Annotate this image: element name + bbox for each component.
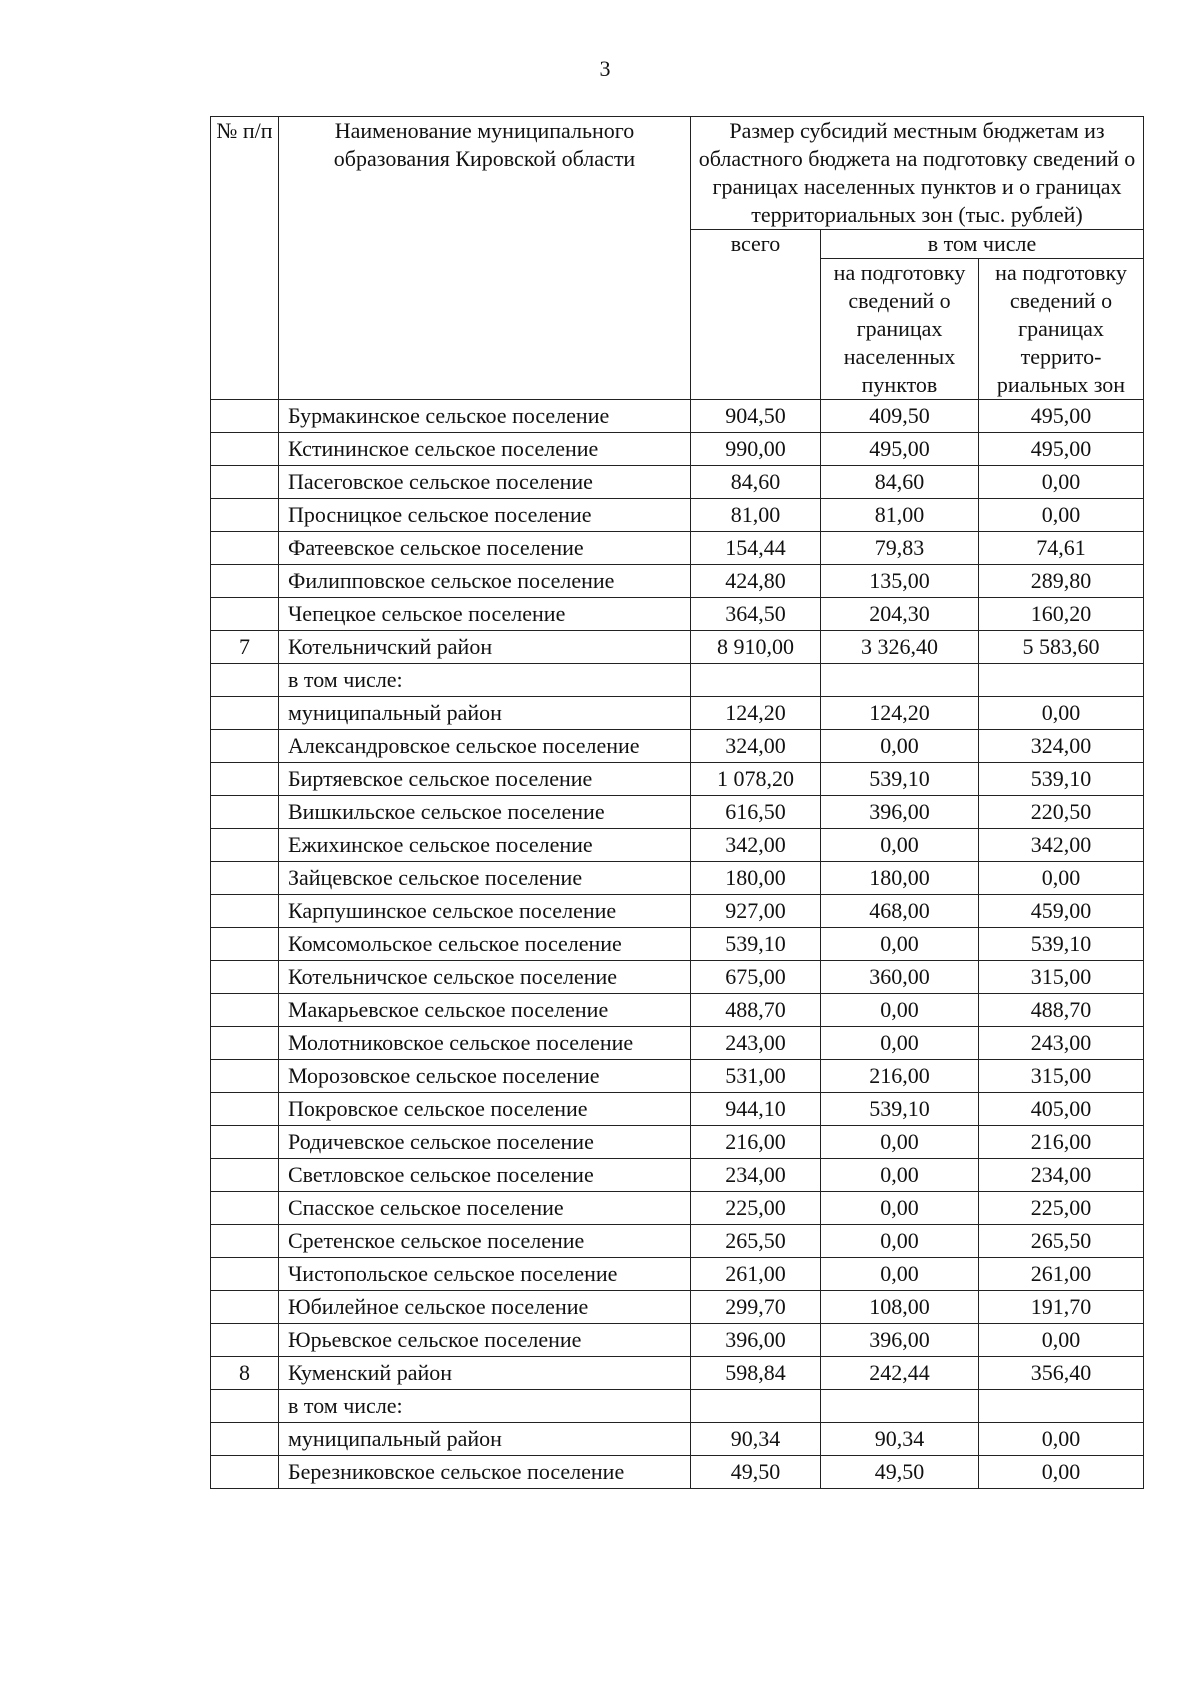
row-total: 990,00 <box>691 433 821 466</box>
table-row <box>211 433 1144 466</box>
row-number <box>211 1390 279 1423</box>
table-row <box>211 862 1144 895</box>
row-number <box>211 697 279 730</box>
row-total: 342,00 <box>691 829 821 862</box>
row-name: Биртяевское сельское поселение <box>279 763 691 796</box>
row-total: 299,70 <box>691 1291 821 1324</box>
row-number <box>211 1456 279 1489</box>
row-zones: 234,00 <box>979 1159 1144 1192</box>
row-total: 234,00 <box>691 1159 821 1192</box>
row-name: Просницкое сельское поселение <box>279 499 691 532</box>
table-header <box>211 117 1144 400</box>
header-including: в том числе <box>821 230 1144 259</box>
table-row <box>211 1357 1144 1390</box>
row-settlements: 0,00 <box>821 1258 979 1291</box>
row-settlements <box>821 664 979 697</box>
header-settlements: на подготовку сведений о границах населенных пунктов <box>821 259 979 400</box>
row-settlements: 180,00 <box>821 862 979 895</box>
header-number: № п/п <box>211 117 279 400</box>
subsidies-table <box>210 116 1144 1489</box>
table-row <box>211 961 1144 994</box>
table-row <box>211 565 1144 598</box>
row-zones: 539,10 <box>979 928 1144 961</box>
row-name: Комсомольское сельское поселение <box>279 928 691 961</box>
row-zones: 0,00 <box>979 466 1144 499</box>
row-total: 531,00 <box>691 1060 821 1093</box>
row-name: Чистопольское сельское поселение <box>279 1258 691 1291</box>
row-name: Родичевское сельское поселение <box>279 1126 691 1159</box>
page-number: 3 <box>599 56 611 81</box>
row-number <box>211 1060 279 1093</box>
row-number: 7 <box>211 631 279 664</box>
row-number <box>211 961 279 994</box>
row-number: 8 <box>211 1357 279 1390</box>
row-total: 124,20 <box>691 697 821 730</box>
row-total: 243,00 <box>691 1027 821 1060</box>
row-total: 396,00 <box>691 1324 821 1357</box>
row-total: 616,50 <box>691 796 821 829</box>
row-total: 324,00 <box>691 730 821 763</box>
row-total: 944,10 <box>691 1093 821 1126</box>
row-name: Вишкильское сельское поселение <box>279 796 691 829</box>
table-row <box>211 763 1144 796</box>
row-number <box>211 796 279 829</box>
row-number <box>211 895 279 928</box>
row-total: 84,60 <box>691 466 821 499</box>
row-zones: 74,61 <box>979 532 1144 565</box>
row-total: 8 910,00 <box>691 631 821 664</box>
row-settlements: 539,10 <box>821 763 979 796</box>
row-settlements: 495,00 <box>821 433 979 466</box>
row-name: Бурмакинское сельское поселение <box>279 400 691 433</box>
row-total: 216,00 <box>691 1126 821 1159</box>
row-zones: 191,70 <box>979 1291 1144 1324</box>
table-row <box>211 1225 1144 1258</box>
row-name: Котельничское сельское поселение <box>279 961 691 994</box>
table-row <box>211 928 1144 961</box>
row-number <box>211 829 279 862</box>
row-settlements: 396,00 <box>821 796 979 829</box>
header-subsidy-size: Размер субсидий местным бюджетам из областного бюджета на подготовку сведений о границах населенных пунктов и о границах территориальных зон (тыс. рублей) <box>691 117 1144 230</box>
row-name: Карпушинское сельское поселение <box>279 895 691 928</box>
row-name: Светловское сельское поселение <box>279 1159 691 1192</box>
row-total: 90,34 <box>691 1423 821 1456</box>
table-row <box>211 1126 1144 1159</box>
row-total: 364,50 <box>691 598 821 631</box>
table-row <box>211 598 1144 631</box>
row-number <box>211 1225 279 1258</box>
table-row <box>211 532 1144 565</box>
row-total <box>691 664 821 697</box>
row-settlements: 135,00 <box>821 565 979 598</box>
row-zones: 216,00 <box>979 1126 1144 1159</box>
row-name: Юбилейное сельское поселение <box>279 1291 691 1324</box>
table-row <box>211 730 1144 763</box>
table-row <box>211 697 1144 730</box>
row-settlements: 360,00 <box>821 961 979 994</box>
row-zones: 315,00 <box>979 961 1144 994</box>
row-number <box>211 1192 279 1225</box>
row-zones: 0,00 <box>979 697 1144 730</box>
row-name: Чепецкое сельское поселение <box>279 598 691 631</box>
header-municipality: Наименование муниципального образования Кировской области <box>279 117 691 400</box>
row-number <box>211 532 279 565</box>
row-number <box>211 1159 279 1192</box>
row-settlements: 0,00 <box>821 994 979 1027</box>
row-total: 539,10 <box>691 928 821 961</box>
row-settlements: 0,00 <box>821 730 979 763</box>
row-name: Котельничский район <box>279 631 691 664</box>
row-zones: 261,00 <box>979 1258 1144 1291</box>
row-name: Сретенское сельское поселение <box>279 1225 691 1258</box>
table-row <box>211 400 1144 433</box>
row-settlements: 539,10 <box>821 1093 979 1126</box>
row-number <box>211 763 279 796</box>
row-total: 49,50 <box>691 1456 821 1489</box>
row-number <box>211 1093 279 1126</box>
row-zones: 160,20 <box>979 598 1144 631</box>
row-total: 598,84 <box>691 1357 821 1390</box>
row-number <box>211 1291 279 1324</box>
row-name: Морозовское сельское поселение <box>279 1060 691 1093</box>
row-number <box>211 1423 279 1456</box>
table-row <box>211 1060 1144 1093</box>
row-settlements: 0,00 <box>821 1027 979 1060</box>
table-row <box>211 1159 1144 1192</box>
row-number <box>211 862 279 895</box>
row-number <box>211 466 279 499</box>
table-row <box>211 994 1144 1027</box>
row-settlements: 409,50 <box>821 400 979 433</box>
row-settlements: 124,20 <box>821 697 979 730</box>
table-body <box>211 400 1144 1489</box>
header-zones: на подготовку сведений о границах террито-риальных зон <box>979 259 1144 400</box>
row-settlements: 0,00 <box>821 1225 979 1258</box>
row-settlements: 0,00 <box>821 928 979 961</box>
row-number <box>211 994 279 1027</box>
row-zones: 356,40 <box>979 1357 1144 1390</box>
row-name: Куменский район <box>279 1357 691 1390</box>
row-zones: 289,80 <box>979 565 1144 598</box>
row-number <box>211 598 279 631</box>
row-zones: 5 583,60 <box>979 631 1144 664</box>
row-settlements: 0,00 <box>821 829 979 862</box>
table-row <box>211 466 1144 499</box>
table-row <box>211 1291 1144 1324</box>
row-name: Спасское сельское поселение <box>279 1192 691 1225</box>
row-name: Фатеевское сельское поселение <box>279 532 691 565</box>
row-number <box>211 400 279 433</box>
table-row <box>211 796 1144 829</box>
row-zones <box>979 1390 1144 1423</box>
row-zones: 495,00 <box>979 400 1144 433</box>
row-zones: 0,00 <box>979 1456 1144 1489</box>
row-zones: 225,00 <box>979 1192 1144 1225</box>
row-zones: 0,00 <box>979 499 1144 532</box>
row-total: 488,70 <box>691 994 821 1027</box>
row-name: Александровское сельское поселение <box>279 730 691 763</box>
row-zones: 342,00 <box>979 829 1144 862</box>
table-row <box>211 829 1144 862</box>
row-zones: 539,10 <box>979 763 1144 796</box>
row-name: Молотниковское сельское поселение <box>279 1027 691 1060</box>
table-row <box>211 1258 1144 1291</box>
row-settlements: 0,00 <box>821 1192 979 1225</box>
row-name: муниципальный район <box>279 1423 691 1456</box>
row-zones: 220,50 <box>979 796 1144 829</box>
row-settlements: 84,60 <box>821 466 979 499</box>
row-total: 904,50 <box>691 400 821 433</box>
table-row <box>211 1423 1144 1456</box>
table-row <box>211 1093 1144 1126</box>
row-number <box>211 1324 279 1357</box>
row-zones: 488,70 <box>979 994 1144 1027</box>
row-number <box>211 1126 279 1159</box>
table-row <box>211 664 1144 697</box>
row-name: Березниковское сельское поселение <box>279 1456 691 1489</box>
row-settlements: 0,00 <box>821 1126 979 1159</box>
table-row <box>211 1027 1144 1060</box>
row-zones: 243,00 <box>979 1027 1144 1060</box>
row-settlements: 90,34 <box>821 1423 979 1456</box>
row-settlements: 3 326,40 <box>821 631 979 664</box>
table-row <box>211 631 1144 664</box>
table-row <box>211 895 1144 928</box>
row-total: 927,00 <box>691 895 821 928</box>
row-settlements: 468,00 <box>821 895 979 928</box>
row-name: Кстининское сельское поселение <box>279 433 691 466</box>
row-total <box>691 1390 821 1423</box>
row-settlements: 0,00 <box>821 1159 979 1192</box>
table-row <box>211 1192 1144 1225</box>
row-total: 424,80 <box>691 565 821 598</box>
row-name: Юрьевское сельское поселение <box>279 1324 691 1357</box>
row-total: 180,00 <box>691 862 821 895</box>
row-number <box>211 1027 279 1060</box>
row-name: Зайцевское сельское поселение <box>279 862 691 895</box>
row-name: Филипповское сельское поселение <box>279 565 691 598</box>
row-number <box>211 928 279 961</box>
row-settlements: 108,00 <box>821 1291 979 1324</box>
row-settlements: 216,00 <box>821 1060 979 1093</box>
row-zones: 324,00 <box>979 730 1144 763</box>
row-name: муниципальный район <box>279 697 691 730</box>
row-name: Ежихинское сельское поселение <box>279 829 691 862</box>
row-settlements: 79,83 <box>821 532 979 565</box>
row-settlements: 396,00 <box>821 1324 979 1357</box>
row-total: 154,44 <box>691 532 821 565</box>
row-total: 225,00 <box>691 1192 821 1225</box>
row-zones: 265,50 <box>979 1225 1144 1258</box>
row-number <box>211 730 279 763</box>
row-zones: 315,00 <box>979 1060 1144 1093</box>
row-name: в том числе: <box>279 1390 691 1423</box>
header-total: всего <box>691 230 821 400</box>
row-total: 1 078,20 <box>691 763 821 796</box>
row-name: Пасеговское сельское поселение <box>279 466 691 499</box>
row-total: 81,00 <box>691 499 821 532</box>
row-name: Макарьевское сельское поселение <box>279 994 691 1027</box>
row-zones: 495,00 <box>979 433 1144 466</box>
row-zones: 0,00 <box>979 1423 1144 1456</box>
row-number <box>211 499 279 532</box>
row-number <box>211 664 279 697</box>
row-total: 261,00 <box>691 1258 821 1291</box>
table-row <box>211 1390 1144 1423</box>
row-settlements: 242,44 <box>821 1357 979 1390</box>
row-zones: 0,00 <box>979 862 1144 895</box>
row-total: 675,00 <box>691 961 821 994</box>
row-settlements: 49,50 <box>821 1456 979 1489</box>
row-zones: 0,00 <box>979 1324 1144 1357</box>
row-zones <box>979 664 1144 697</box>
row-settlements <box>821 1390 979 1423</box>
table-row <box>211 1324 1144 1357</box>
table-row <box>211 1456 1144 1489</box>
row-zones: 459,00 <box>979 895 1144 928</box>
row-number <box>211 1258 279 1291</box>
row-name: в том числе: <box>279 664 691 697</box>
row-settlements: 81,00 <box>821 499 979 532</box>
row-zones: 405,00 <box>979 1093 1144 1126</box>
row-settlements: 204,30 <box>821 598 979 631</box>
row-number <box>211 565 279 598</box>
row-total: 265,50 <box>691 1225 821 1258</box>
row-name: Покровское сельское поселение <box>279 1093 691 1126</box>
row-number <box>211 433 279 466</box>
table-row <box>211 499 1144 532</box>
